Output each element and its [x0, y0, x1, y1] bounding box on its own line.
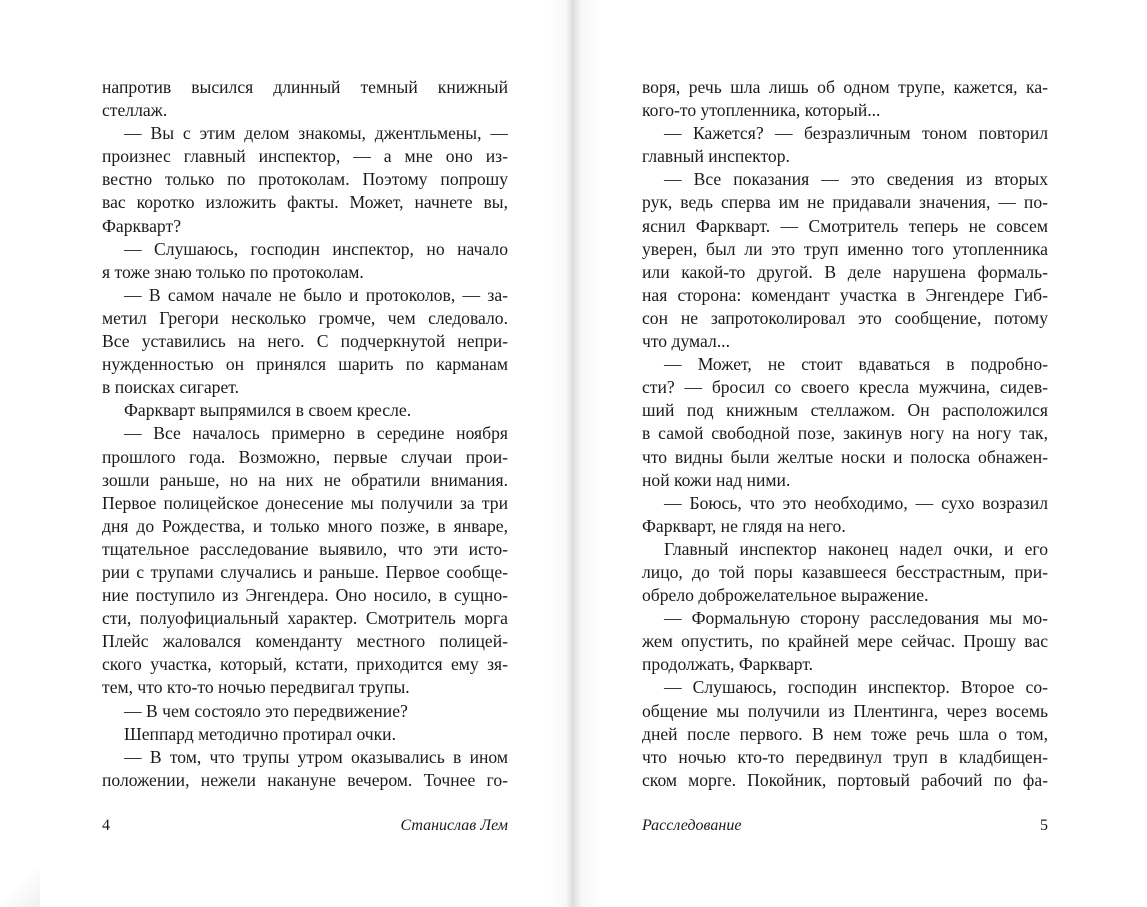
- text-line: вестно только по протоколам. Поэтому попрошу: [102, 169, 508, 190]
- text-line: или какой-то другой. В деле нарушена формаль-: [642, 261, 1048, 282]
- text-line: общение мы получили из Плентинга, через восемь: [642, 700, 1048, 721]
- text-line: ние поступило из Энгендера. Оно носило, в сущно-: [102, 585, 508, 606]
- text-line: — Кажется? — безразличным тоном повторил: [664, 123, 1048, 144]
- text-line: в самой свободной позе, закинув ногу на ногу так,: [642, 423, 1048, 444]
- text-line: — В самом начале не было и протоколов, — за-: [124, 284, 508, 305]
- text-line: ная сторона: комендант участка в Энгендере Гиб-: [642, 284, 1048, 305]
- text-line: Фаркварт выпрямился в своем кресле.: [124, 400, 412, 421]
- text-line: рии с трупами случались и раньше. Первое сообще-: [102, 561, 508, 582]
- text-line: — В чем состояло это передвижение?: [124, 700, 408, 721]
- text-line: ший под книжным стеллажом. Он расположился: [642, 400, 1048, 421]
- right-page-body: [642, 76, 1048, 792]
- text-line: — Слушаюсь, господин инспектор. Второе со-: [664, 677, 1048, 698]
- text-line: я тоже знаю только по протоколам.: [102, 261, 364, 282]
- text-line: — Может, не стоит вдаваться в подробно-: [664, 354, 1048, 375]
- text-line: продолжать, Фаркварт.: [642, 654, 814, 675]
- text-line: обрело доброжелательное выражение.: [642, 585, 929, 606]
- text-line: кого-то утопленника, который...: [642, 100, 881, 121]
- text-line: стеллаж.: [102, 100, 168, 121]
- text-line: дня до Рождества, и только много позже, в январе,: [102, 515, 508, 536]
- text-line: рук, ведь сперва им не придавали значения, — по-: [642, 192, 1048, 213]
- text-line: метил Грегори несколько громче, чем следовало.: [102, 307, 508, 328]
- text-line: — В том, что трупы утром оказывались в ином: [124, 746, 508, 767]
- text-line: — Формальную сторону расследования мы мо-: [664, 608, 1048, 629]
- text-line: ной кожи над ними.: [642, 469, 791, 490]
- text-line: Плейс жаловался коменданту местного полицей-: [102, 631, 508, 652]
- text-line: ского участка, который, кстати, приходится ему зя-: [102, 654, 508, 675]
- text-line: ском морге. Покойник, портовый рабочий по фа-: [642, 769, 1048, 790]
- text-line: — Боюсь, что это необходимо, — сухо возразил: [664, 492, 1048, 513]
- text-line: — Все показания — это сведения из вторых: [664, 169, 1048, 190]
- text-line: что видны были желтые носки и полоска обнажен-: [642, 446, 1048, 467]
- right-page-number: 5: [1040, 817, 1048, 834]
- text-line: сти, полуофициальный характер. Смотритель морга: [102, 608, 508, 629]
- text-line: произнес главный инспектор, — а мне оно из-: [102, 146, 508, 167]
- right-page-footer: [642, 815, 1048, 837]
- text-line: зошли раньше, но на них не обратили внимания.: [102, 469, 508, 490]
- text-line: что ночью кто-то передвинул труп в кладбищен-: [642, 746, 1048, 767]
- text-line: жем опустить, по крайней мере сейчас. Прошу вас: [642, 631, 1048, 652]
- text-line: — Слушаюсь, господин инспектор, но начало: [124, 238, 508, 259]
- text-line: что думал...: [642, 331, 730, 352]
- text-line: — Все началось примерно в середине ноября: [124, 423, 508, 444]
- text-line: сти? — бросил со своего кресла мужчина, сидев-: [642, 377, 1048, 398]
- text-line: сон не запротоколировал это сообщение, потому: [642, 307, 1048, 328]
- text-line: тем, что кто-то ночью передвигал трупы.: [102, 677, 410, 698]
- text-line: Главный инспектор наконец надел очки, и его: [664, 538, 1048, 559]
- left-page-footer: [102, 815, 508, 837]
- text-line: Шеппард методично протирал очки.: [124, 723, 396, 744]
- text-line: уверен, был ли это труп именно того утопленника: [642, 238, 1048, 259]
- right-page: [574, 0, 1147, 907]
- text-line: главный инспектор.: [642, 146, 790, 167]
- text-line: в поисках сигарет.: [102, 377, 240, 398]
- text-line: Все уставились на него. С подчеркнутой непри-: [102, 331, 508, 352]
- text-line: прошлого года. Возможно, первые случаи прои-: [102, 446, 508, 467]
- text-line: яснил Фаркварт. — Смотритель теперь не совсем: [642, 215, 1048, 236]
- text-line: лицо, до той поры казавшееся бесстрастным, при-: [642, 561, 1048, 582]
- left-running-head: Станислав Лем: [400, 817, 508, 834]
- text-line: тщательное расследование выявило, что эти исто-: [102, 538, 508, 559]
- text-line: Фаркварт, не глядя на него.: [642, 515, 846, 536]
- left-page-body: [102, 76, 508, 792]
- text-line: положении, нежели накануне вечером. Точнее го-: [102, 769, 508, 790]
- text-line: дней после первого. В нем тоже речь шла о том,: [642, 723, 1048, 744]
- text-line: воря, речь шла лишь об одном трупе, кажется, ка-: [642, 77, 1048, 97]
- text-line: нужденностью он принялся шарить по карманам: [102, 354, 508, 375]
- text-line: Первое полицейское донесение мы получили за три: [102, 492, 508, 513]
- left-page-number: 4: [102, 817, 110, 834]
- text-line: вас коротко изложить факты. Может, начнете вы,: [102, 192, 508, 213]
- right-running-head: Расследование: [642, 817, 742, 834]
- text-line: Фаркварт?: [102, 215, 181, 236]
- text-line: напротив высился длинный темный книжный: [102, 77, 508, 97]
- text-line: — Вы с этим делом знакомы, джентльмены, —: [124, 123, 508, 144]
